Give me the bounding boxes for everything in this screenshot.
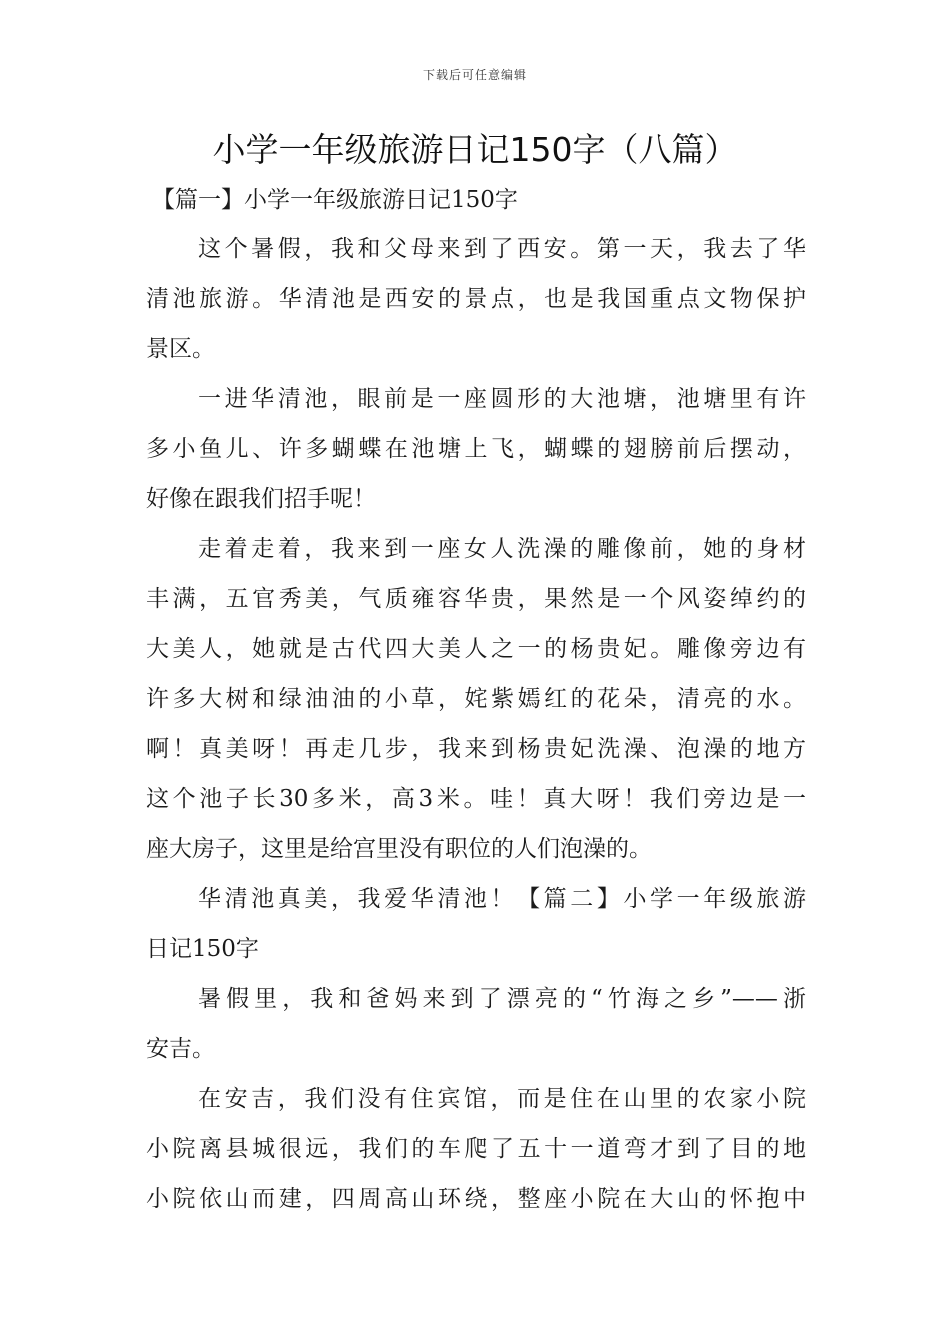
paragraph-line: 丰满，五官秀美，气质雍容华贵，果然是一个风姿绰约的 [146,586,806,612]
paragraph-line: 啊！真美呀！再走几步，我来到杨贵妃洗澡、泡澡的地方 [146,736,806,762]
paragraph-line: 好像在跟我们招手呢！ [146,486,376,512]
paragraph-line: 许多大树和绿油油的小草，姹紫嫣红的花朵，清亮的水。 [146,686,806,712]
paragraph-line: 这个暑假，我和父母来到了西安。第一天，我去了华 [198,236,806,262]
paragraph-line: 小院离县城很远，我们的车爬了五十一道弯才到了目的地 [146,1136,806,1162]
paragraph-line: 多小鱼儿、许多蝴蝶在池塘上飞，蝴蝶的翅膀前后摆动， [146,436,806,462]
paragraph-line: 景区。 [146,336,215,362]
paragraph-line: 座大房子，这里是给宫里没有职位的人们泡澡的。 [146,836,652,862]
paragraph-line: 走着走着，我来到一座女人洗澡的雕像前，她的身材 [198,536,806,562]
paragraph-line: 这个池子长30多米，高3米。哇！真大呀！我们旁边是一 [146,786,806,812]
paragraph-line: 一进华清池，眼前是一座圆形的大池塘，池塘里有许 [198,386,806,412]
header-note: 下载后可任意编辑 [422,68,527,82]
paragraph-line: 在安吉，我们没有住宾馆，而是住在山里的农家小院 [198,1086,806,1112]
document-title: 小学一年级旅游日记150字（八篇） [212,130,738,169]
paragraph-line: 大美人，她就是古代四大美人之一的杨贵妃。雕像旁边有 [146,636,806,662]
paragraph-line: 华清池真美，我爱华清池！【篇二】小学一年级旅游 [198,886,806,912]
paragraph-line: 安吉。 [146,1036,215,1062]
paragraph-line: 小院依山而建，四周高山环绕，整座小院在大山的怀抱中 [146,1186,806,1212]
paragraph-line: 清池旅游。华清池是西安的景点，也是我国重点文物保护 [146,286,806,312]
paragraph-line: 暑假里，我和爸妈来到了漂亮的“竹海之乡”——浙 [198,986,806,1012]
paragraph-line: 日记150字 [146,936,259,962]
section-heading: 【篇一】小学一年级旅游日记150字 [152,187,518,213]
